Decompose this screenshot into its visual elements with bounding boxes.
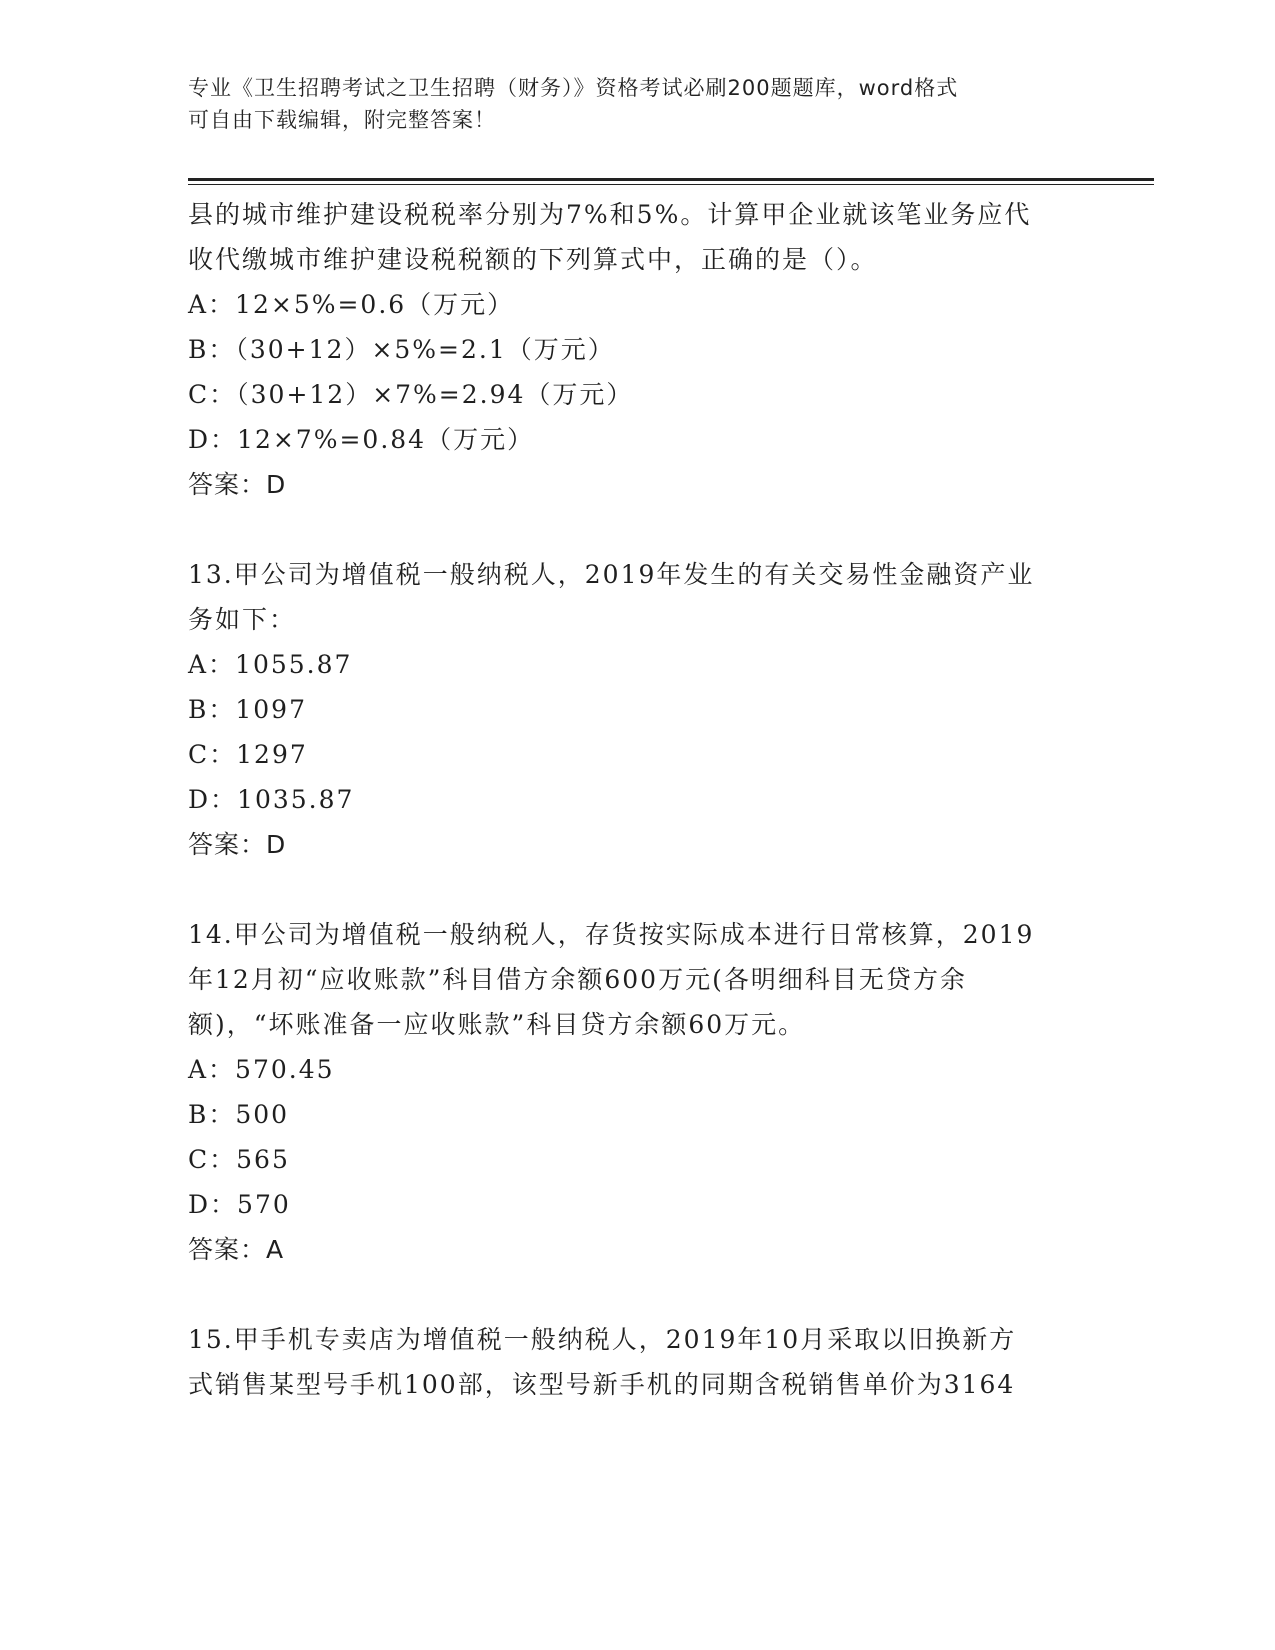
option-d: D：570: [188, 1190, 291, 1219]
question-text-line: 额)，“坏账准备一应收账款”科目贷方余额60万元。: [188, 1010, 806, 1039]
question-13: [188, 552, 1088, 867]
question-12: [188, 192, 1088, 507]
header-line-2: 可自由下载编辑，附完整答案！: [188, 108, 496, 132]
option-b: B：1097: [188, 695, 307, 724]
option-b: B：（30+12）×5%=2.1（万元）: [188, 335, 615, 364]
question-text-line: 13.甲公司为增值税一般纳税人，2019年发生的有关交易性金融资产业: [188, 560, 1035, 589]
answer-line: 答案：D: [188, 470, 287, 499]
question-text-line: 务如下：: [188, 605, 297, 634]
question-spacer: [188, 1272, 1088, 1317]
option-a: A：12×5%=0.6（万元）: [188, 290, 515, 319]
option-d: D：1035.87: [188, 785, 355, 814]
option-d: D：12×7%=0.84（万元）: [188, 425, 535, 454]
document-header: [188, 72, 1068, 136]
option-b: B：500: [188, 1100, 290, 1129]
option-c: C：（30+12）×7%=2.94（万元）: [188, 380, 634, 409]
question-text-line: 14.甲公司为增值税一般纳税人，存货按实际成本进行日常核算，2019: [188, 920, 1035, 949]
header-line-1: 专业《卫生招聘考试之卫生招聘（财务）》资格考试必刷200题题库，word格式: [188, 76, 959, 100]
answer-line: 答案：D: [188, 830, 287, 859]
option-c: C：565: [188, 1145, 290, 1174]
option-a: A：1055.87: [188, 650, 353, 679]
question-text-line: 式销售某型号手机100部，该型号新手机的同期含税销售单价为3164: [188, 1370, 1016, 1399]
question-text-line: 15.甲手机专卖店为增值税一般纳税人，2019年10月采取以旧换新方: [188, 1325, 1017, 1354]
answer-line: 答案：A: [188, 1235, 285, 1264]
header-divider-thick: [188, 178, 1154, 181]
option-a: A：570.45: [188, 1055, 335, 1084]
question-text-line: 年12月初“应收账款”科目借方余额600万元(各明细科目无贷方余: [188, 965, 967, 994]
document-body: [188, 192, 1088, 1407]
question-text-line: 县的城市维护建设税税率分别为7%和5%。计算甲企业就该笔业务应代: [188, 200, 1032, 229]
question-14: [188, 912, 1088, 1272]
option-c: C：1297: [188, 740, 308, 769]
question-text-line: 收代缴城市维护建设税税额的下列算式中，正确的是（）。: [188, 245, 878, 274]
question-15: [188, 1317, 1088, 1407]
question-spacer: [188, 867, 1088, 912]
question-spacer: [188, 507, 1088, 552]
header-divider-thin: [188, 184, 1154, 185]
